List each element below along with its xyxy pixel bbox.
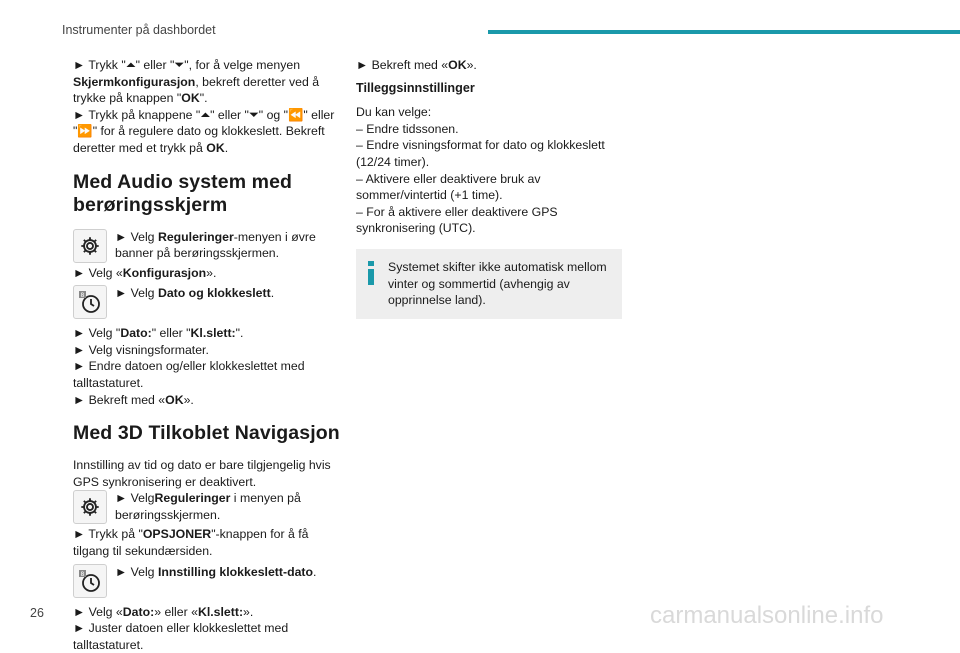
step-options: ► Trykk på "OPSJONER"-knappen for å få tilgang til sekundærsiden. (73, 527, 309, 558)
list-item: – Endre visningsformat for dato og klokkeslett (12/24 timer). (356, 138, 605, 169)
step-date-time-select: ► Velg «Dato:» eller «Kl.slett:». (73, 604, 254, 619)
page-number: 26 (30, 606, 44, 620)
options-intro: Du kan velge: (356, 105, 432, 120)
step-configuration: ► Velg «Konfigurasjon». (73, 265, 217, 280)
header-title: Instrumenter på dashbordet (62, 23, 216, 37)
step-adjust: ► Juster datoen eller klokkeslettet med talltastaturet. (73, 621, 289, 652)
arrow-up-icon: ⏶ (200, 107, 211, 122)
step-with-icon: 8 ► Velg Dato og klokkeslett. (73, 285, 345, 319)
gear-icon (73, 229, 107, 263)
arrow-down-icon: ⏷ (248, 107, 259, 122)
step-with-icon: ► Velg Reguleringer-menyen i øvre banner på berøringsskjermen. (73, 229, 345, 263)
paragraph-date-time-adjust: ► Trykk på knappene "⏶" eller "⏷" og "⏪" eller "⏩" for å regulere dato og klokkeslett. Bekreft deretter med et trykk på OK. (73, 107, 335, 155)
left-column (73, 57, 345, 653)
heading-3d-navigation: Med 3D Tilkoblet Navigasjon (73, 422, 340, 445)
step-with-icon: ► VelgReguleringer i menyen på berøringsskjermen. (73, 490, 345, 524)
svg-text:8: 8 (80, 292, 85, 300)
list-item: – For å aktivere eller deaktivere GPS synkronisering (UTC). (356, 204, 558, 236)
step-date-time-select: ► Velg "Dato:" eller "Kl.slett:". (73, 326, 244, 341)
list-item: – Aktivere eller deaktivere bruk av sommer/vintertid (+1 time). (356, 171, 541, 203)
right-column (356, 57, 622, 319)
step-keypad: ► Endre datoen og/eller klokkeslettet med talltastaturet. (73, 359, 305, 390)
clock-icon (73, 564, 107, 598)
step-confirm: ► Bekreft med «OK». (356, 58, 477, 72)
svg-text:8: 8 (80, 570, 85, 578)
paragraph-screen-config: ► Trykk "⏶" eller "⏷", for å velge menyen Skjermkonfigurasjon, bekreft deretter ved å trykke på knappen "OK". (73, 58, 320, 106)
double-left-icon: ⏪ (288, 107, 304, 122)
step-confirm: ► Bekreft med «OK». (73, 392, 194, 407)
info-icon (366, 261, 376, 290)
nav-intro: Innstilling av tid og dato er bare tilgjengelig hvis GPS synkronisering er deaktivert. (73, 458, 331, 489)
step-formats: ► Velg visningsformater. (73, 342, 209, 357)
list-item: – Endre tidssonen. (356, 121, 459, 136)
watermark: carmanualsonline.info (650, 602, 884, 629)
gear-icon (73, 490, 107, 524)
header-accent-bar (488, 30, 960, 34)
double-right-icon: ⏩ (77, 124, 93, 139)
heading-additional-settings: Tilleggsinnstillinger (356, 80, 475, 95)
clock-icon (73, 285, 107, 319)
heading-audio-system: Med Audio system med berøringsskjerm (73, 170, 293, 216)
info-note: Systemet skifter ikke automatisk mellom vinter og sommertid (avhengig av opprinnelse land). (356, 249, 622, 319)
arrow-up-icon: ⏶ (125, 58, 136, 72)
arrow-down-icon: ⏷ (174, 58, 185, 72)
step-with-icon: 8 ► Velg Innstilling klokkeslett-dato. (73, 564, 345, 598)
